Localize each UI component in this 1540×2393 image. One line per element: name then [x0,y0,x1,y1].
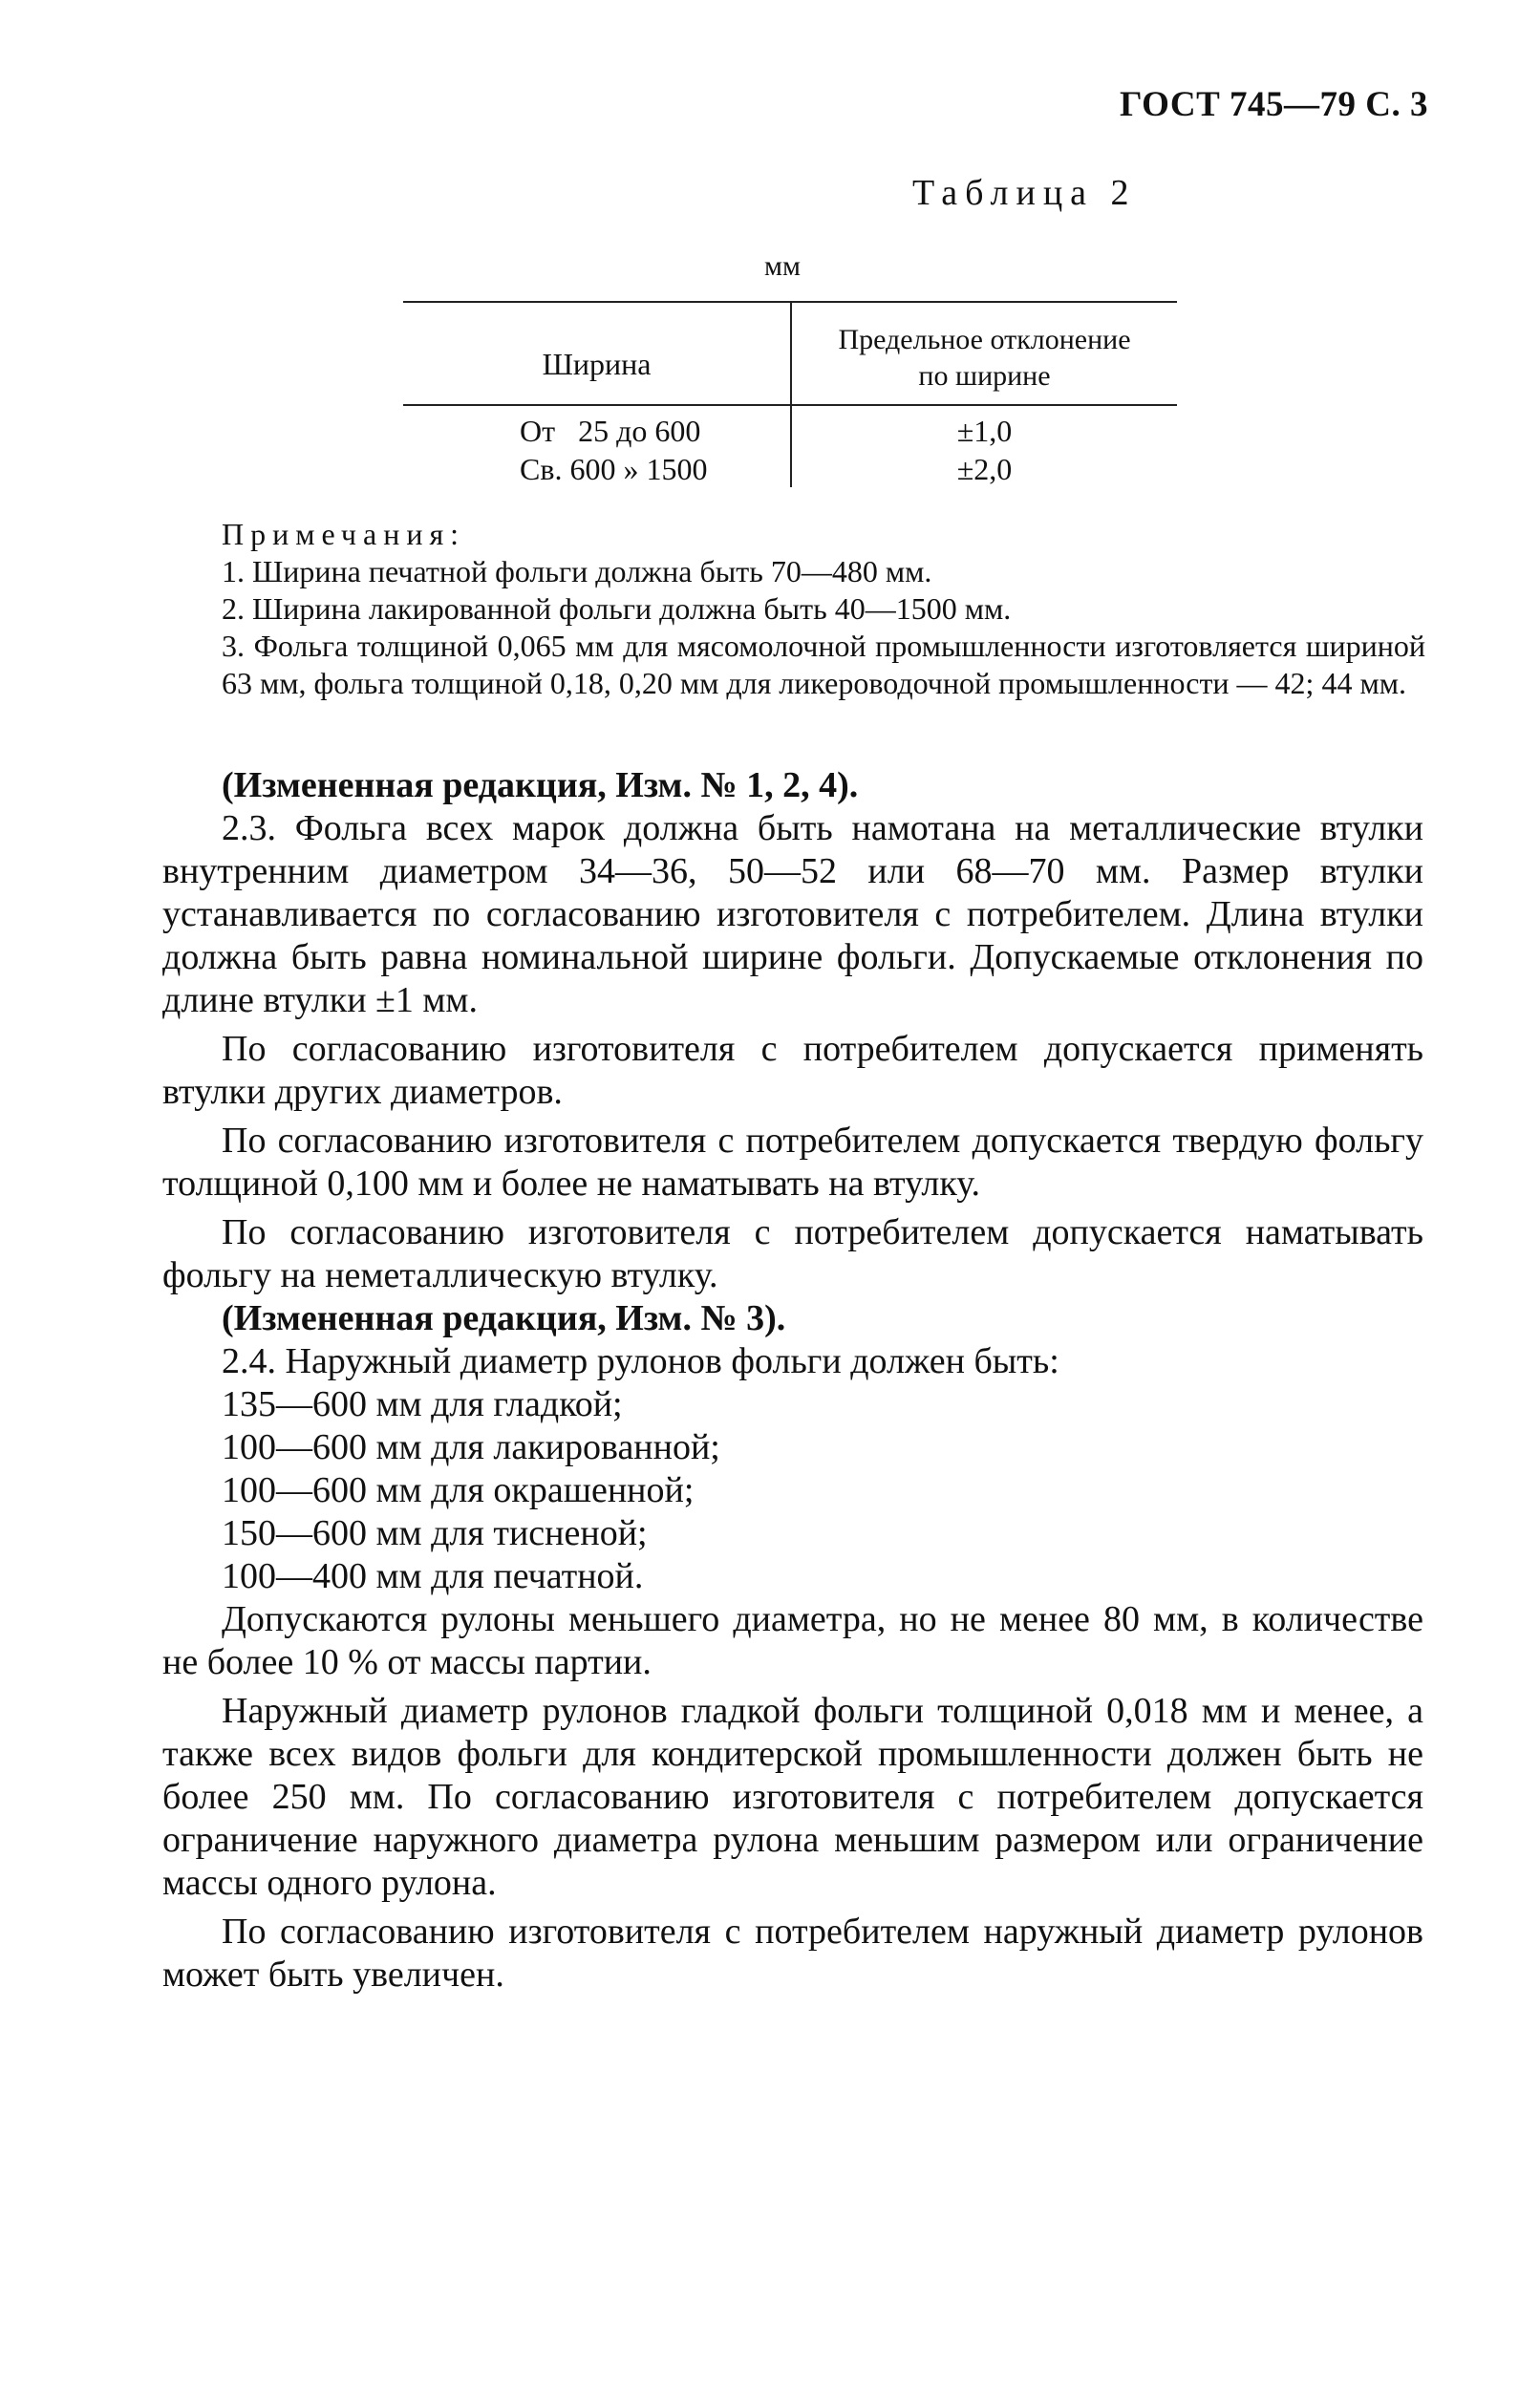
row-width-value: От 25 до 600 [520,414,701,448]
paragraph: По согласованию изготовителя с потребителем допускается твердую фольгу толщиной 0,100 мм и более не наматывать на втулку. [162,1121,1423,1204]
main-text [162,764,1423,1997]
table-unit: мм [764,250,801,282]
page-header: ГОСТ 745—79 С. 3 [1120,85,1428,124]
column-header-width: Ширина [542,347,652,381]
row-width-value: Св. 600 » 1500 [520,452,708,486]
note-item: 1. Ширина печатной фольги должна быть 70—480 мм. [222,554,932,588]
list-item: 100—600 мм для лакированной; [222,1427,720,1467]
table-title: Таблица 2 [912,173,1137,213]
row-deviation-value: ±2,0 [956,452,1013,486]
notes-section [222,516,1425,702]
notes-title: Примечания: [222,517,466,551]
list-item: 100—400 мм для печатной. [222,1556,644,1596]
paragraph: По согласованию изготовителя с потребителем наружный диаметр рулонов может быть увеличен. [162,1912,1423,1995]
note-item: 3. Фольга толщиной 0,065 мм для мясомолочной промышленности изготовляется шириной 63 мм, фольга толщиной 0,18, 0,20 мм для ликероводочной промышленности — 42; 44 мм. [222,629,1425,700]
edit-note: (Измененная редакция, Изм. № 1, 2, 4). [222,765,859,805]
paragraph: По согласованию изготовителя с потребителем допускается применять втулки других диаметров. [162,1029,1423,1112]
paragraph-2-4: 2.4. Наружный диаметр рулонов фольги должен быть: [222,1341,1059,1381]
edit-note: (Измененная редакция, Изм. № 3). [222,1298,786,1338]
table-header-rule [403,404,1177,406]
column-header-deviation [792,322,1177,395]
paragraph-2-3: 2.3. Фольга всех марок должна быть намотана на металлические втулки внутренним диаметром 34—36, 50—52 или 68—70 мм. Размер втулки устанавливается по согласованию изготовителя с потребителем. Длина втулки должна быть равна номинальной ширине фольги. Допускаемые отклонения по длине втулки ±1 мм. [162,808,1423,1020]
column-header-deviation-line1: Предельное отклонение [838,324,1131,355]
column-header-deviation-line2: по ширине [918,360,1051,392]
paragraph: По согласованию изготовителя с потребителем допускается наматывать фольгу на неметаллическую втулку. [162,1212,1423,1295]
paragraph: Допускаются рулоны меньшего диаметра, но не менее 80 мм, в количестве не более 10 % от массы партии. [162,1599,1423,1682]
note-item: 2. Ширина лакированной фольги должна быть 40—1500 мм. [222,591,1012,626]
row-deviation-value: ±1,0 [956,414,1013,448]
paragraph: Наружный диаметр рулонов гладкой фольги толщиной 0,018 мм и менее, а также всех видов фольги для кондитерской промышленности должен быть не более 250 мм. По согласованию изготовителя с потребителем допускается ограничение наружного диаметра рулона меньшим размером или ограничение массы одного рулона. [162,1691,1423,1903]
list-item: 135—600 мм для гладкой; [222,1384,623,1424]
list-item: 150—600 мм для тисненой; [222,1513,648,1553]
list-item: 100—600 мм для окрашенной; [222,1470,695,1510]
